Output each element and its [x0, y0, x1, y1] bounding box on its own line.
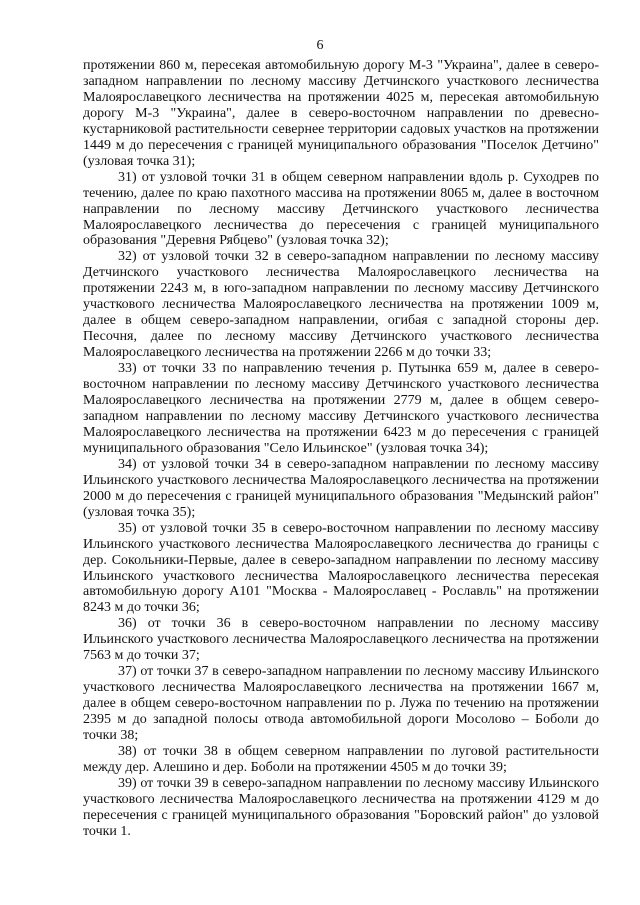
- paragraph-item-33: 33) от точки 33 по направлению течения р. Путынка 659 м, далее в северо-восточном направлении по лесному массиву Детчинского участкового лесничества Малоярославецкого лесничества на протяжении 2779 м, далее в общем северо-западном направлении по лесному массиву Детчинского участкового лесничества Малоярославецкого лесничества на протяжении 6423 м до пересечения с границей муниципального образования "Село Ильинское" (узловая точка 34);: [83, 361, 599, 456]
- paragraph-item-35: 35) от узловой точки 35 в северо-восточном направлении по лесному массиву Ильинского участкового лесничества Малоярославецкого лесничества до границы с дер. Сокольники-Первые, далее в северо-западном направлении по лесному массиву Ильинского участкового лесничества Малоярославецкого лесничества пересекая автомобильную дорогу А101 "Москва - Малоярославец - Рославль" на протяжении 8243 м до точки 36;: [83, 520, 599, 616]
- paragraph-continuation: протяжении 860 м, пересекая автомобильную дорогу М-3 "Украина", далее в северо-западном направлении по лесному массиву Детчинского участкового лесничества Малоярославецкого лесничества на протяжении 4025 м, пересекая автомобильную дорогу М-3 "Украина", далее в северо-восточном направлении по древесно-кустарниковой растительности севернее территории садовых участков на протяжении 1449 м до пересечения с границей муниципального образования "Поселок Детчино" (узловая точка 31);: [83, 58, 599, 169]
- paragraph-item-31: 31) от узловой точки 31 в общем северном направлении вдоль р. Суходрев по течению, далее по краю пахотного массива на протяжении 8065 м, далее в восточном направлении по лесному массиву Детчинского участкового лесничества Малоярославецкого лесничества до пересечения с границей муниципального образования "Деревня Рябцево" (узловая точка 32);: [83, 169, 599, 249]
- paragraph-item-38: 38) от точки 38 в общем северном направлении по луговой растительности между дер. Алешино и дер. Боболи на протяжении 4505 м до точки 39;: [83, 743, 599, 775]
- paragraph-item-37: 37) от точки 37 в северо-западном направлении по лесному массиву Ильинского участкового лесничества Малоярославецкого лесничества на протяжении 1667 м, далее в общем северо-восточном направлении по р. Лужа по течению на протяжении 2395 м до западной полосы отвода автомобильной дороги Мосолово – Боболи до точки 38;: [83, 664, 599, 744]
- paragraph-item-32: 32) от узловой точки 32 в северо-западном направлении по лесному массиву Детчинского участкового лесничества Малоярославецкого лесничества на протяжении 2243 м, в юго-западном направлении по лесному массиву Детчинского участкового лесничества Малоярославецкого лесничества на протяжении 1009 м, далее в общем северо-западном направлении, огибая с западной стороны дер. Песочня, далее по лесному массиву Детчинского участкового лесничества Малоярославецкого лесничества на протяжении 2266 м до точки 33;: [83, 249, 599, 361]
- paragraph-item-36: 36) от точки 36 в северо-восточном направлении по лесному массиву Ильинского участкового лесничества Малоярославецкого лесничества на протяжении 7563 м до точки 37;: [83, 616, 599, 664]
- paragraph-item-39: 39) от точки 39 в северо-западном направлении по лесному массиву Ильинского участкового лесничества Малоярославецкого лесничества на протяжении 4129 м до пересечения с границей муниципального образования "Боровский район" до узловой точки 1.: [83, 775, 599, 839]
- paragraph-item-34: 34) от узловой точки 34 в северо-западном направлении по лесному массиву Ильинского участкового лесничества Малоярославецкого лесничества на протяжении 2000 м до пересечения с границей муниципального образования "Медынский район" (узловая точка 35);: [83, 456, 599, 520]
- document-body: [83, 58, 599, 840]
- page-number: 6: [316, 38, 324, 53]
